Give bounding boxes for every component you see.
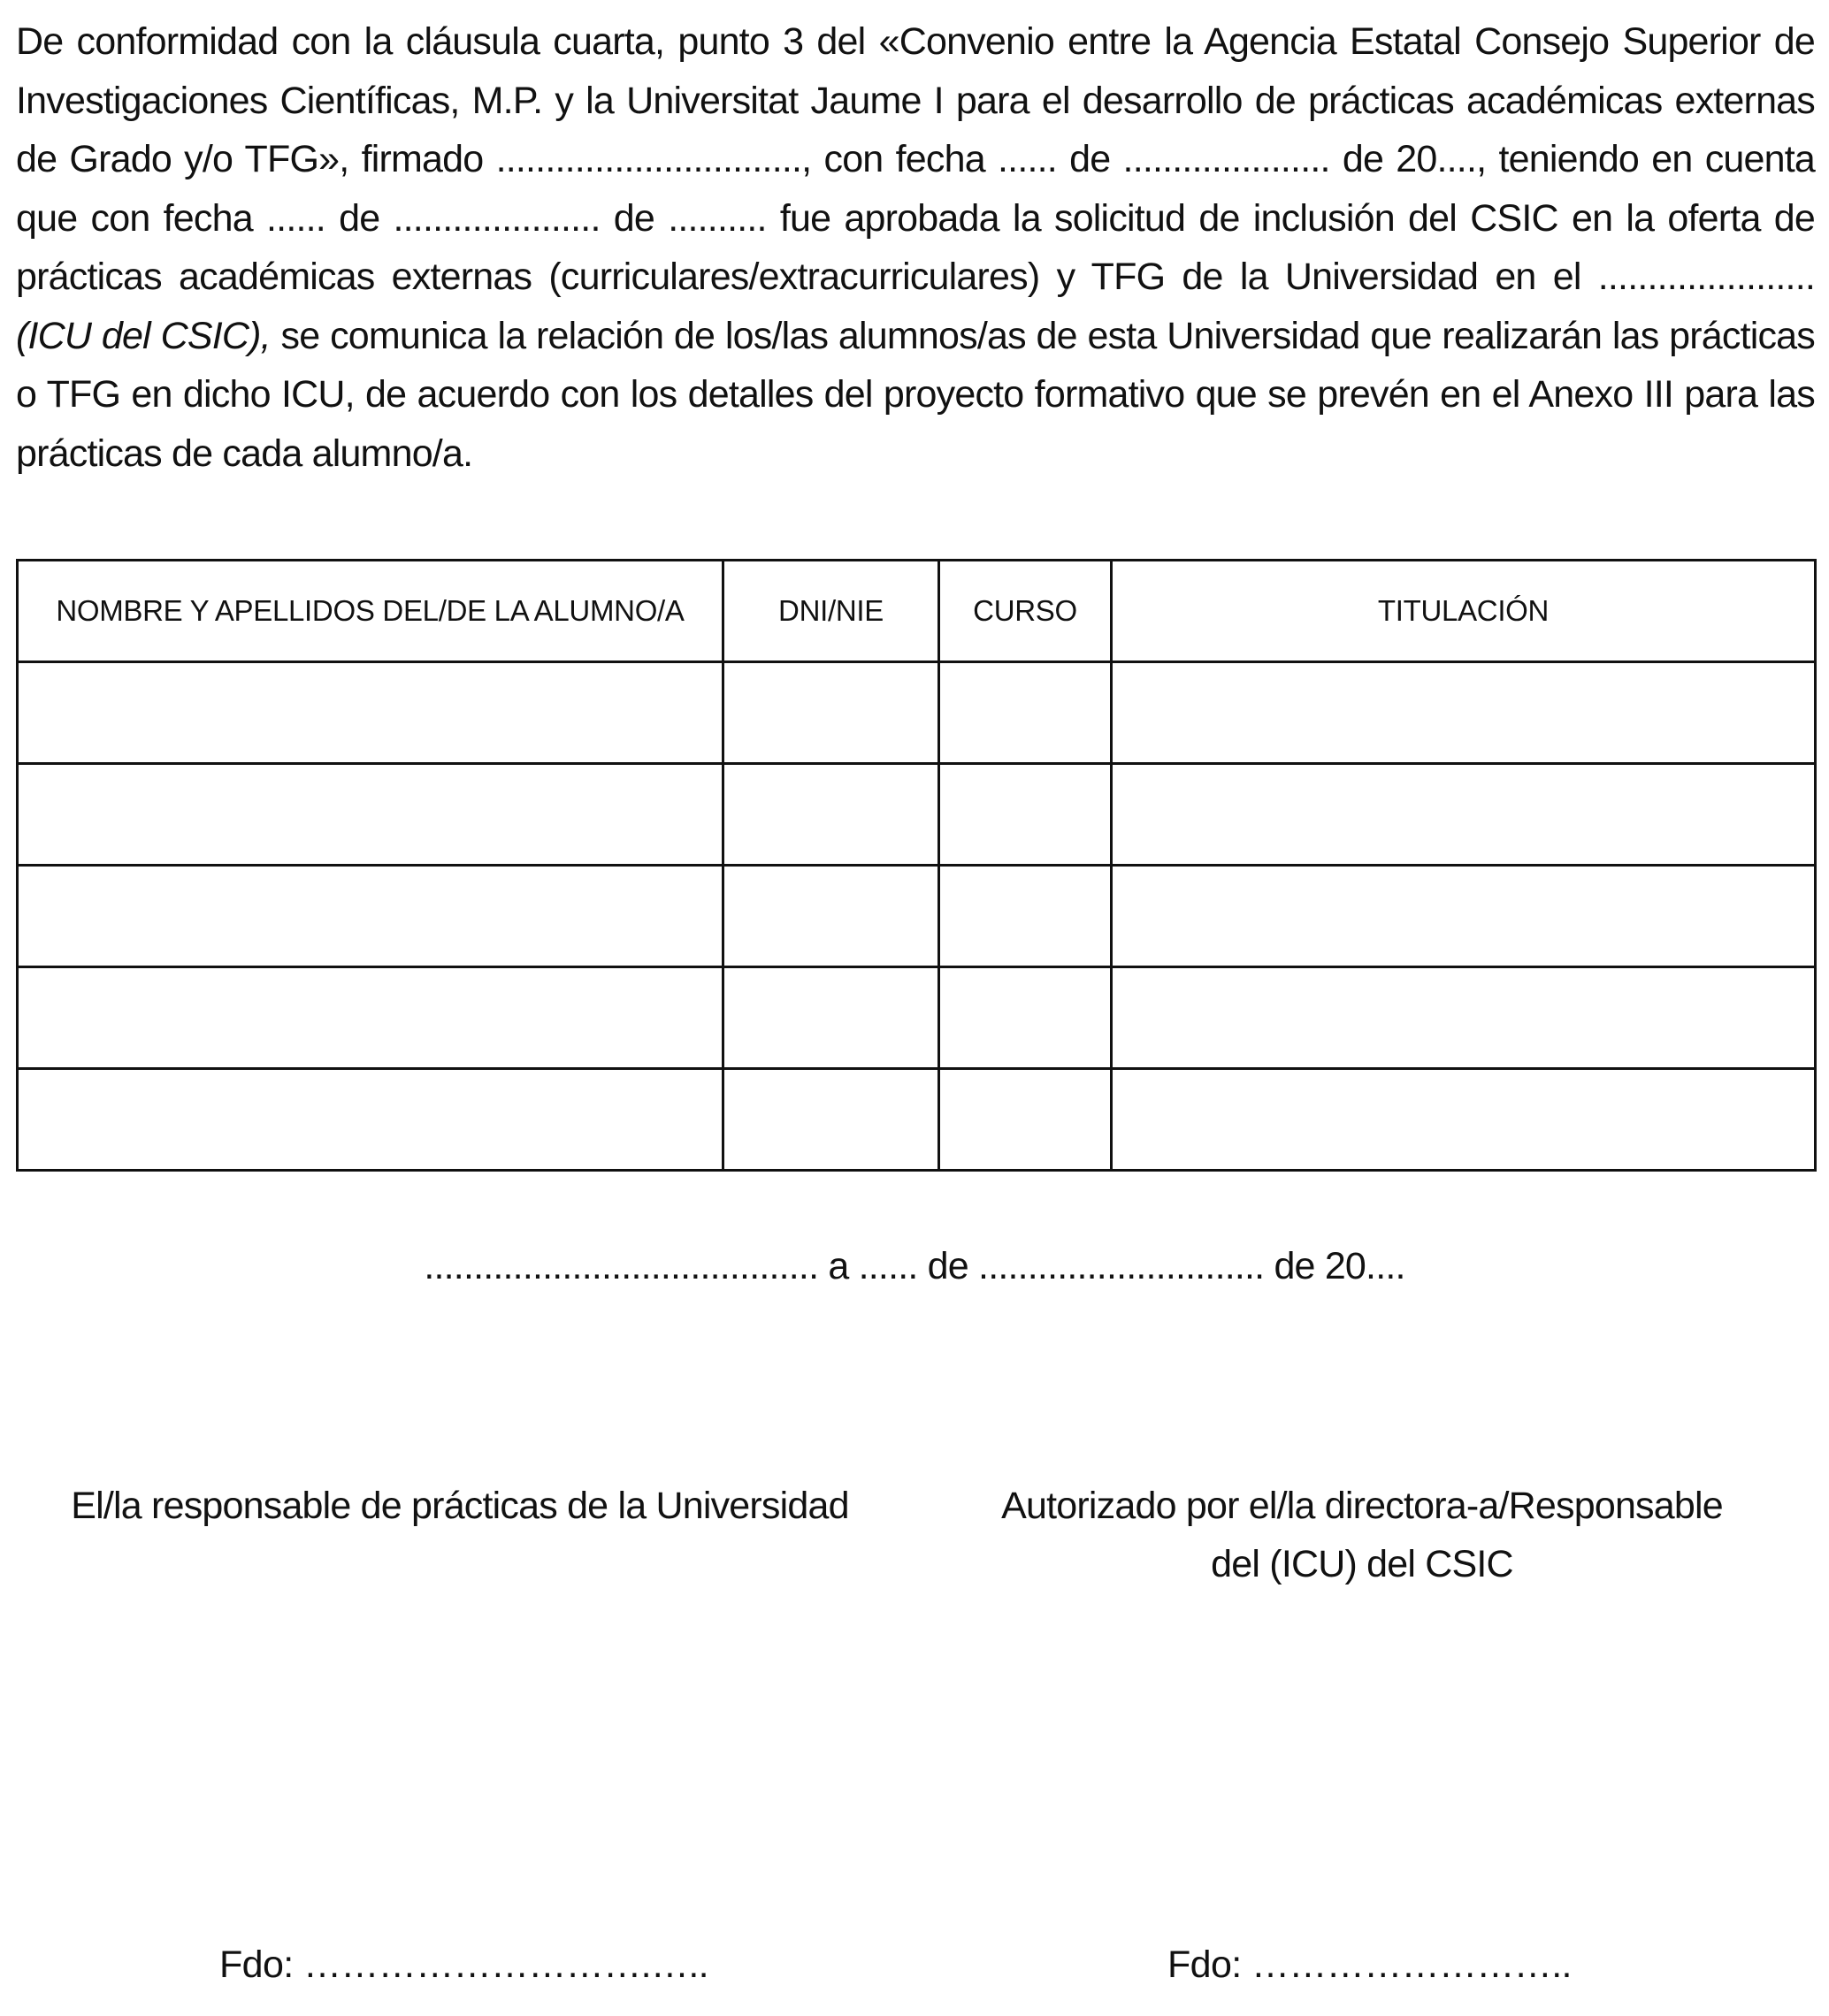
table-row xyxy=(18,1069,1816,1171)
table-row xyxy=(18,662,1816,764)
header-dni: DNI/NIE xyxy=(723,561,939,662)
cell-curso[interactable] xyxy=(939,967,1112,1069)
signature-title-university: El/la responsable de prácticas de la Universidad xyxy=(71,1485,849,1527)
students-table xyxy=(16,559,1817,1172)
cell-nombre[interactable] xyxy=(18,764,723,866)
signature-title-csic-line2: del (ICU) del CSIC xyxy=(1211,1543,1513,1585)
table-row xyxy=(18,866,1816,967)
cell-nombre[interactable] xyxy=(18,662,723,764)
cell-dni[interactable] xyxy=(723,764,939,866)
intro-text-main: De conformidad con la cláusula cuarta, punto 3 del «Convenio entre la Agencia Estatal Consejo Superior de Investigaciones Científicas, M.P. y la Universitat Jaume I para el desarrollo de prácticas académicas externas de Grado y/o TFG», firmado ..............................., con fecha ...... de ..................... de 20...., teniendo en cuenta que con fecha ...... de ..................... de .......... fue aprobada la solicitud de inclusión del CSIC en la oferta de prácticas académicas externas (curriculares/extracurriculares) y TFG de la Universidad en el ...................... xyxy=(16,20,1815,298)
cell-nombre[interactable] xyxy=(18,1069,723,1171)
signature-title-csic-line1: Autorizado por el/la directora-a/Responsable xyxy=(1001,1485,1723,1527)
intro-paragraph xyxy=(16,12,1815,483)
cell-curso[interactable] xyxy=(939,662,1112,764)
cell-titulacion[interactable] xyxy=(1112,764,1816,866)
intro-text-italic: (ICU del CSIC), xyxy=(16,314,271,357)
cell-titulacion[interactable] xyxy=(1112,662,1816,764)
cell-titulacion[interactable] xyxy=(1112,866,1816,967)
table-row xyxy=(18,967,1816,1069)
cell-dni[interactable] xyxy=(723,1069,939,1171)
cell-dni[interactable] xyxy=(723,662,939,764)
date-place-line: ........................................ a ...... de ............................. de 20.... xyxy=(424,1245,1405,1287)
signature-title-csic xyxy=(937,1477,1787,1593)
signature-fdo-csic: Fdo: …………………….. xyxy=(1167,1943,1572,1986)
table-header-row xyxy=(18,561,1816,662)
cell-nombre[interactable] xyxy=(18,866,723,967)
intro-text-end: se comunica la relación de los/las alumnos/as de esta Universidad que realizarán las prácticas o TFG en dicho ICU, de acuerdo con los detalles del proyecto formativo que se prevén en el Anexo III para las prácticas de cada alumno/a. xyxy=(16,314,1815,475)
cell-dni[interactable] xyxy=(723,866,939,967)
cell-titulacion[interactable] xyxy=(1112,1069,1816,1171)
header-titulacion: TITULACIÓN xyxy=(1112,561,1816,662)
cell-dni[interactable] xyxy=(723,967,939,1069)
cell-curso[interactable] xyxy=(939,764,1112,866)
signature-fdo-university: Fdo: ……………………….….. xyxy=(219,1943,709,1986)
cell-titulacion[interactable] xyxy=(1112,967,1816,1069)
header-nombre: NOMBRE Y APELLIDOS DEL/DE LA ALUMNO/A xyxy=(18,561,723,662)
cell-nombre[interactable] xyxy=(18,967,723,1069)
table-row xyxy=(18,764,1816,866)
cell-curso[interactable] xyxy=(939,866,1112,967)
cell-curso[interactable] xyxy=(939,1069,1112,1171)
header-curso: CURSO xyxy=(939,561,1112,662)
